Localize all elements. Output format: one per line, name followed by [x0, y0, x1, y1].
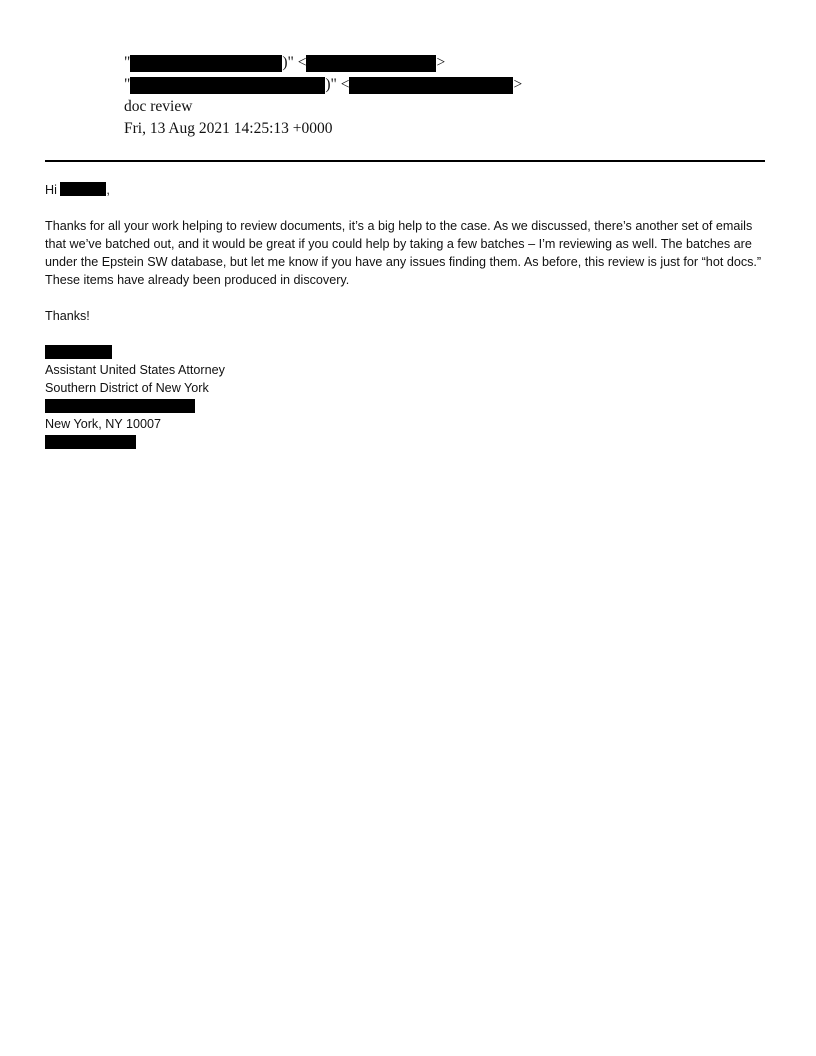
- redaction-to-name: [130, 77, 325, 94]
- from-value: " )" < >: [124, 54, 446, 71]
- email-body: [45, 181, 773, 451]
- redaction-recipient-name: [60, 182, 106, 196]
- signature-title: Assistant United States Attorney: [45, 363, 225, 377]
- greeting-line: [45, 181, 773, 199]
- redaction-from-email: [306, 55, 436, 72]
- greeting-punct: ,: [106, 183, 110, 197]
- greeting-text: Hi: [45, 183, 57, 197]
- redaction-signature-phone: [45, 435, 136, 449]
- header-divider: [45, 160, 765, 162]
- signature-name-line: [45, 343, 773, 361]
- signature-phone-line: [45, 433, 773, 451]
- redaction-signature-name: [45, 345, 112, 359]
- redaction-from-name: [130, 55, 282, 72]
- signature-city: New York, NY 10007: [45, 417, 161, 431]
- subject-value: doc review: [124, 98, 193, 115]
- redaction-to-email: [349, 77, 513, 94]
- body-paragraph: Thanks for all your work helping to review documents, it’s a big help to the case. As we discussed, there’s another set of emails that we’ve batched out, and it would be great if you could help by taking a few batches – I’m reviewing as well. The batches are under the Epstein SW database, but let me know if you have any issues finding them. As before, this review is just for “hot docs.” These items have already been produced in discovery.: [45, 219, 762, 287]
- signature-address-line: [45, 397, 773, 415]
- closing-line: Thanks!: [45, 309, 90, 323]
- date-value: Fri, 13 Aug 2021 14:25:13 +0000: [124, 120, 333, 137]
- signature-office: Southern District of New York: [45, 381, 209, 395]
- to-value: " )" < >: [124, 76, 523, 93]
- redaction-signature-address: [45, 399, 195, 413]
